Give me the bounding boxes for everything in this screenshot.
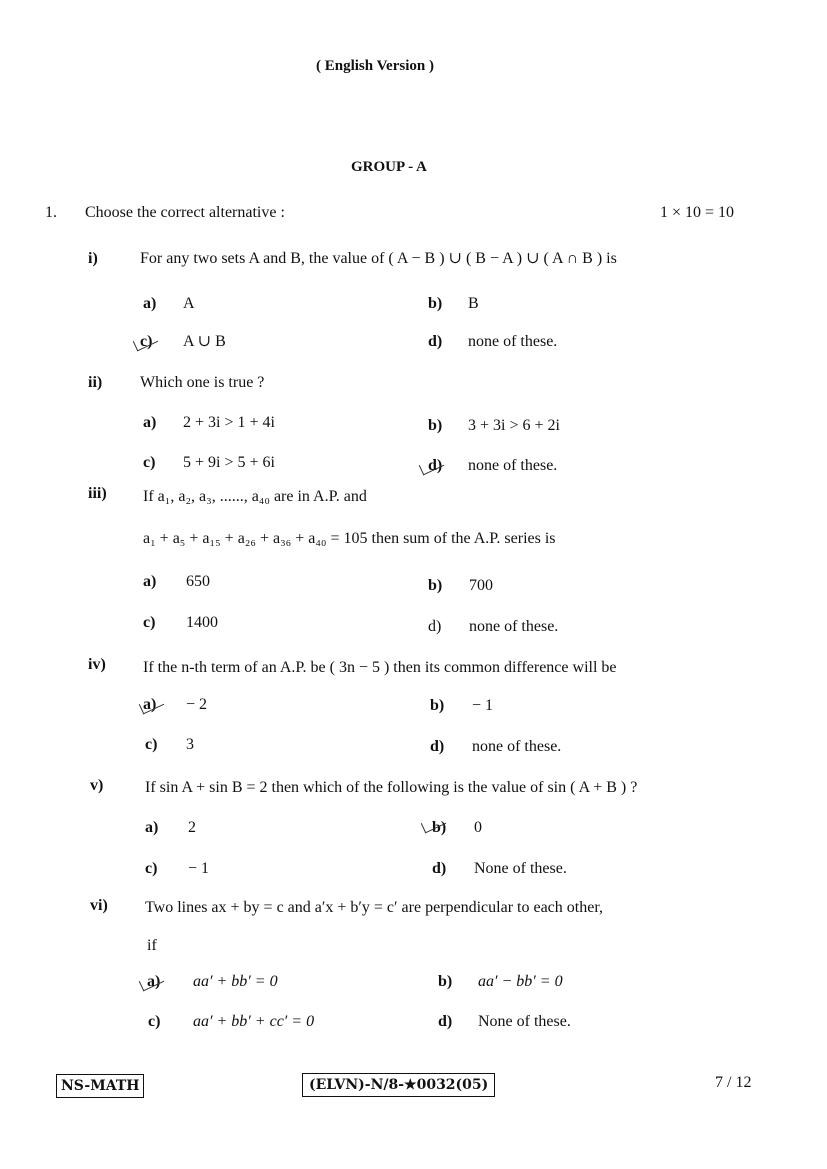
option-text: 0	[474, 819, 482, 836]
option-label: d)	[428, 618, 442, 635]
option-label: a)	[145, 819, 159, 836]
option-text: none of these.	[468, 333, 558, 350]
option-text: none of these.	[468, 457, 558, 474]
subq-text: If the n-th term of an A.P. be ( 3n − 5 ) then its common difference will be	[143, 659, 617, 676]
option-text: 700	[469, 577, 493, 594]
option-label: c)	[145, 860, 158, 877]
option-label: a)	[147, 973, 161, 990]
option-label: b)	[428, 295, 443, 312]
option-label: d)	[428, 457, 443, 474]
subq-number: i)	[88, 250, 98, 267]
option-text: aa′ + bb′ + cc′ = 0	[193, 1013, 315, 1030]
option-text: aa′ + bb′ = 0	[193, 973, 278, 990]
option-label: a)	[143, 295, 157, 312]
option-label: d)	[438, 1013, 453, 1030]
option-label: c)	[143, 614, 156, 631]
subq-text: Two lines ax + by = c and a′x + b′y = c′ are perpendicular to each other,	[145, 899, 603, 916]
subq-number: vi)	[90, 897, 108, 914]
option-text: − 2	[186, 696, 208, 713]
option-text: none of these.	[472, 738, 562, 755]
subject-code-box: NS-MATH	[56, 1074, 144, 1098]
subq-text: If sin A + sin B = 2 then which of the following is the value of sin ( A + B ) ?	[145, 779, 638, 796]
option-text: A ∪ B	[183, 333, 226, 350]
paper-code-box: (ELVN)-N/8-★0032(05)	[302, 1073, 495, 1097]
option-text: none of these.	[469, 618, 559, 635]
option-text: None of these.	[478, 1013, 571, 1030]
option-label: a)	[143, 696, 157, 713]
option-label: c)	[140, 333, 153, 350]
option-text: B	[468, 295, 479, 312]
option-text: A	[183, 295, 195, 312]
option-label: d)	[430, 738, 445, 755]
option-label: b)	[428, 417, 443, 434]
subq-text: Which one is true ?	[140, 374, 265, 391]
subq-number: iv)	[88, 656, 106, 673]
instruction: Choose the correct alternative :	[85, 204, 285, 221]
option-text: 1400	[186, 614, 218, 631]
option-text: 2 + 3i > 1 + 4i	[183, 414, 275, 431]
subq-text-continued: if	[147, 937, 157, 954]
version-heading: ( English Version )	[316, 58, 434, 74]
option-label: b)	[428, 577, 443, 594]
option-label: d)	[432, 860, 447, 877]
option-label: b)	[438, 973, 453, 990]
subq-text-continued: a₁ + a₅ + a₁₅ + a₂₆ + a₃₆ + a₄₀ = 105 then sum of the A.P. series is	[143, 530, 556, 547]
marks: 1 × 10 = 10	[660, 204, 735, 221]
question-number: 1.	[45, 204, 57, 221]
option-label: d)	[428, 333, 443, 350]
option-label: a)	[143, 414, 157, 431]
subq-number: ii)	[88, 374, 103, 391]
option-label: b)	[430, 697, 445, 714]
option-text: 3	[186, 736, 194, 753]
option-text: 3 + 3i > 6 + 2i	[468, 417, 560, 434]
subq-number: iii)	[88, 485, 107, 502]
option-text: None of these.	[474, 860, 567, 877]
option-label: b)	[432, 819, 447, 836]
option-text: 2	[188, 819, 196, 836]
option-text: − 1	[188, 860, 210, 877]
option-label: c)	[143, 454, 156, 471]
option-label: a)	[143, 573, 157, 590]
option-text: 5 + 9i > 5 + 6i	[183, 454, 275, 471]
option-label: c)	[145, 736, 158, 753]
option-text: 650	[186, 573, 210, 590]
group-heading: GROUP - A	[351, 159, 427, 175]
subq-text: For any two sets A and B, the value of ( A − B ) ∪ ( B − A ) ∪ ( A ∩ B ) is	[140, 250, 617, 267]
option-text: aa′ − bb′ = 0	[478, 973, 563, 990]
page-number: 7 / 12	[715, 1074, 752, 1091]
subq-text: If a₁, a₂, a₃, ......, a₄₀ are in A.P. and	[143, 488, 367, 505]
option-label: c)	[148, 1013, 161, 1030]
option-text: − 1	[472, 697, 494, 714]
subq-number: v)	[90, 777, 104, 794]
